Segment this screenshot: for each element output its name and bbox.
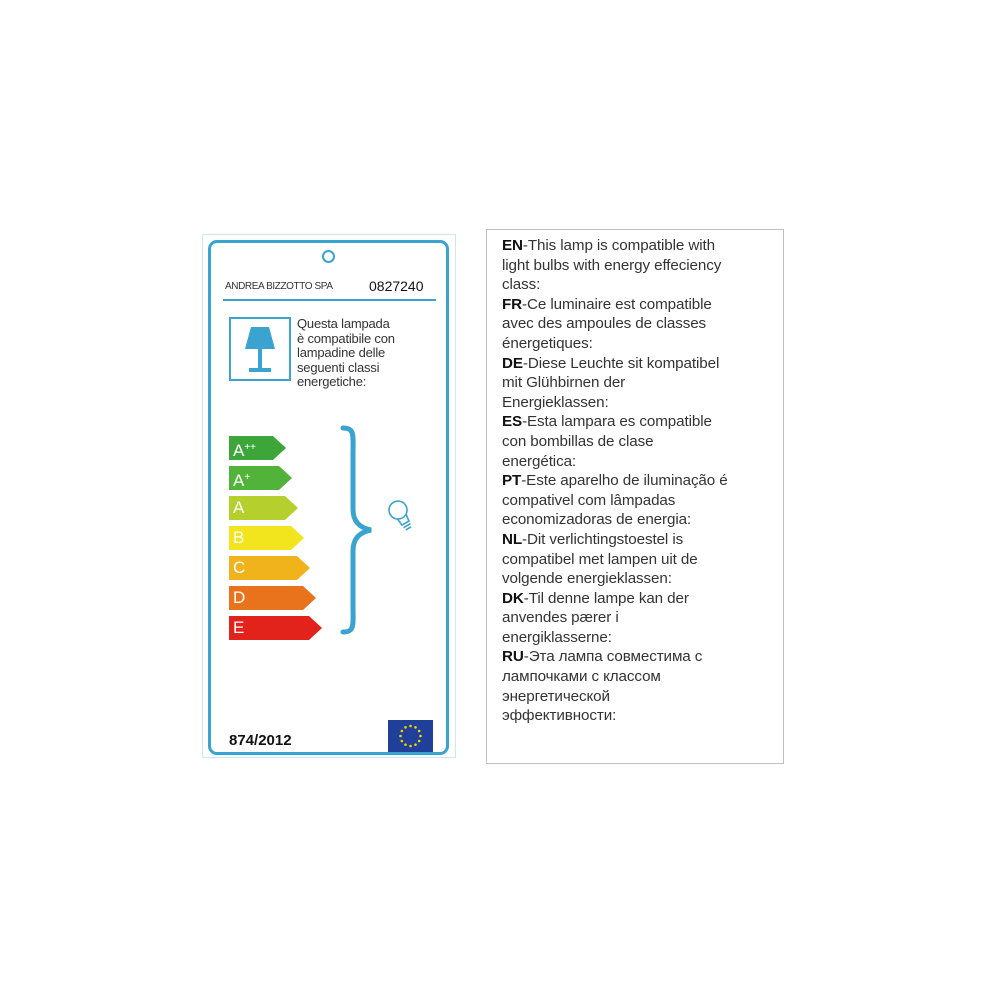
compat-line: seguenti classi <box>297 359 380 375</box>
energy-class-band <box>229 436 287 460</box>
energy-class-letter: A <box>233 498 245 517</box>
translation-line <box>502 256 782 276</box>
energy-class-letter: C <box>233 558 246 577</box>
translation-text: -Diese Leuchte sit kompatibel <box>522 354 720 372</box>
brand-name: ANDREA BIZZOTTO SPA <box>225 281 333 292</box>
translation-line <box>502 236 782 256</box>
eu-star-icon <box>404 743 407 746</box>
translation-text: лампочками с классом <box>502 668 661 686</box>
translation-text: economizadoras de energia: <box>502 511 692 529</box>
energy-class-label <box>233 527 244 549</box>
language-code: DK <box>502 589 524 607</box>
eu-star-icon <box>409 725 412 728</box>
translation-text: эффективности: <box>502 707 617 725</box>
translation-line <box>502 432 782 452</box>
translation-entry <box>502 647 782 725</box>
translation-line <box>502 373 782 393</box>
hang-hole-icon <box>322 250 335 263</box>
light-bulb-icon <box>387 497 417 537</box>
energy-class-modifier: ++ <box>244 442 257 453</box>
translation-line <box>502 452 782 472</box>
translation-line <box>502 314 782 334</box>
translation-line <box>502 569 782 589</box>
translation-text: avec des ampoules de classes <box>502 315 707 333</box>
energy-class-letter: D <box>233 588 246 607</box>
translation-line <box>502 510 782 530</box>
translation-line <box>502 706 782 726</box>
translation-line <box>502 550 782 570</box>
table-lamp-icon <box>229 317 291 381</box>
translation-entry <box>502 471 782 530</box>
compatibility-text <box>297 317 447 390</box>
translation-line <box>502 628 782 648</box>
energy-class-band <box>229 556 311 580</box>
energy-class-label <box>233 557 245 579</box>
translation-text: Energieklassen: <box>502 393 609 411</box>
compat-line: è compatibile con <box>297 330 395 346</box>
translation-text: -Ce luminaire est compatible <box>522 295 712 313</box>
translations-panel <box>486 229 784 764</box>
translation-line <box>502 530 782 550</box>
eu-star-icon <box>401 740 404 743</box>
translation-text: volgende energieklassen: <box>502 570 672 588</box>
energy-label-card <box>208 240 449 755</box>
energy-class-letter: E <box>233 618 245 637</box>
translation-line <box>502 647 782 667</box>
translation-text: -Эта лампа совместима с <box>523 648 703 666</box>
translation-text: mit Glühbirnen der <box>502 374 626 392</box>
translation-line <box>502 275 782 295</box>
eu-star-icon <box>399 735 402 738</box>
eu-star-icon <box>401 730 404 733</box>
translation-line <box>502 687 782 707</box>
translation-text: энергетической <box>502 687 610 705</box>
energy-class-letter: A <box>233 441 245 460</box>
language-code: EN <box>502 237 523 254</box>
compat-line: energetiche: <box>297 374 367 389</box>
translation-line <box>502 667 782 687</box>
language-code: RU <box>502 648 524 666</box>
eu-star-icon <box>404 726 407 729</box>
energy-class-band <box>229 496 299 520</box>
bracket-icon <box>339 425 379 635</box>
translation-text: -Dit verlichtingstoestel is <box>522 530 684 548</box>
energy-class-label <box>233 437 256 462</box>
regulation-number: 874/2012 <box>229 732 292 749</box>
translation-entry <box>502 530 782 589</box>
product-code: 0827240 <box>369 278 424 294</box>
translation-line <box>502 412 782 432</box>
translation-entry <box>502 412 782 471</box>
translation-line <box>502 295 782 315</box>
header-divider <box>223 299 436 301</box>
eu-flag-icon <box>388 720 433 752</box>
eu-star-icon <box>419 735 422 738</box>
energy-class-letter: A <box>233 471 245 490</box>
translation-text: énergetiques: <box>502 334 593 352</box>
translation-text: -Til denne lampe kan der <box>523 589 689 607</box>
energy-class-band <box>229 466 293 490</box>
translation-text: -Este aparelho de iluminação é <box>521 472 728 490</box>
eu-star-icon <box>418 730 421 733</box>
translation-line <box>502 608 782 628</box>
translation-text: con bombillas de clase <box>502 432 654 450</box>
energy-class-label <box>233 497 244 519</box>
eu-star-icon <box>414 726 417 729</box>
energy-class-scale <box>229 436 329 646</box>
translation-line <box>502 393 782 413</box>
translations-list <box>502 236 782 726</box>
energy-class-label <box>233 467 250 492</box>
translation-line <box>502 589 782 609</box>
energy-class-modifier: + <box>244 472 251 483</box>
translation-text: compatibel met lampen uit de <box>502 550 698 568</box>
translation-text: anvendes pærer i <box>502 609 619 627</box>
language-code: NL <box>502 530 523 548</box>
language-code: PT <box>502 472 522 490</box>
translation-text: energiklasserne: <box>502 628 612 646</box>
eu-star-icon <box>409 745 412 748</box>
eu-star-icon <box>418 740 421 743</box>
translation-entry <box>502 354 782 413</box>
energy-class-letter: B <box>233 528 245 547</box>
energy-class-label <box>233 587 245 609</box>
eu-star-icon <box>414 743 417 746</box>
translation-entry <box>502 295 782 354</box>
translation-text: class: <box>502 276 541 294</box>
energy-class-band <box>229 526 305 550</box>
energy-class-label <box>233 617 244 639</box>
translation-line <box>502 491 782 511</box>
translation-line <box>502 471 782 491</box>
translation-text: -This lamp is compatible with <box>522 237 715 254</box>
language-code: FR <box>502 295 523 313</box>
translation-text: light bulbs with energy effeciency <box>502 256 722 274</box>
translation-entry <box>502 589 782 648</box>
translation-text: compativel com lâmpadas <box>502 491 676 509</box>
language-code: DE <box>502 354 523 372</box>
language-code: ES <box>502 413 523 431</box>
compat-line: lampadine delle <box>297 345 386 360</box>
energy-class-band <box>229 586 317 610</box>
translation-text: energética: <box>502 452 577 470</box>
translation-text: -Esta lampara es compatible <box>522 413 712 431</box>
compat-line: Questa lampada <box>297 316 390 331</box>
translation-line <box>502 354 782 374</box>
energy-class-band <box>229 616 323 640</box>
translation-entry <box>502 236 782 295</box>
translation-line <box>502 334 782 354</box>
